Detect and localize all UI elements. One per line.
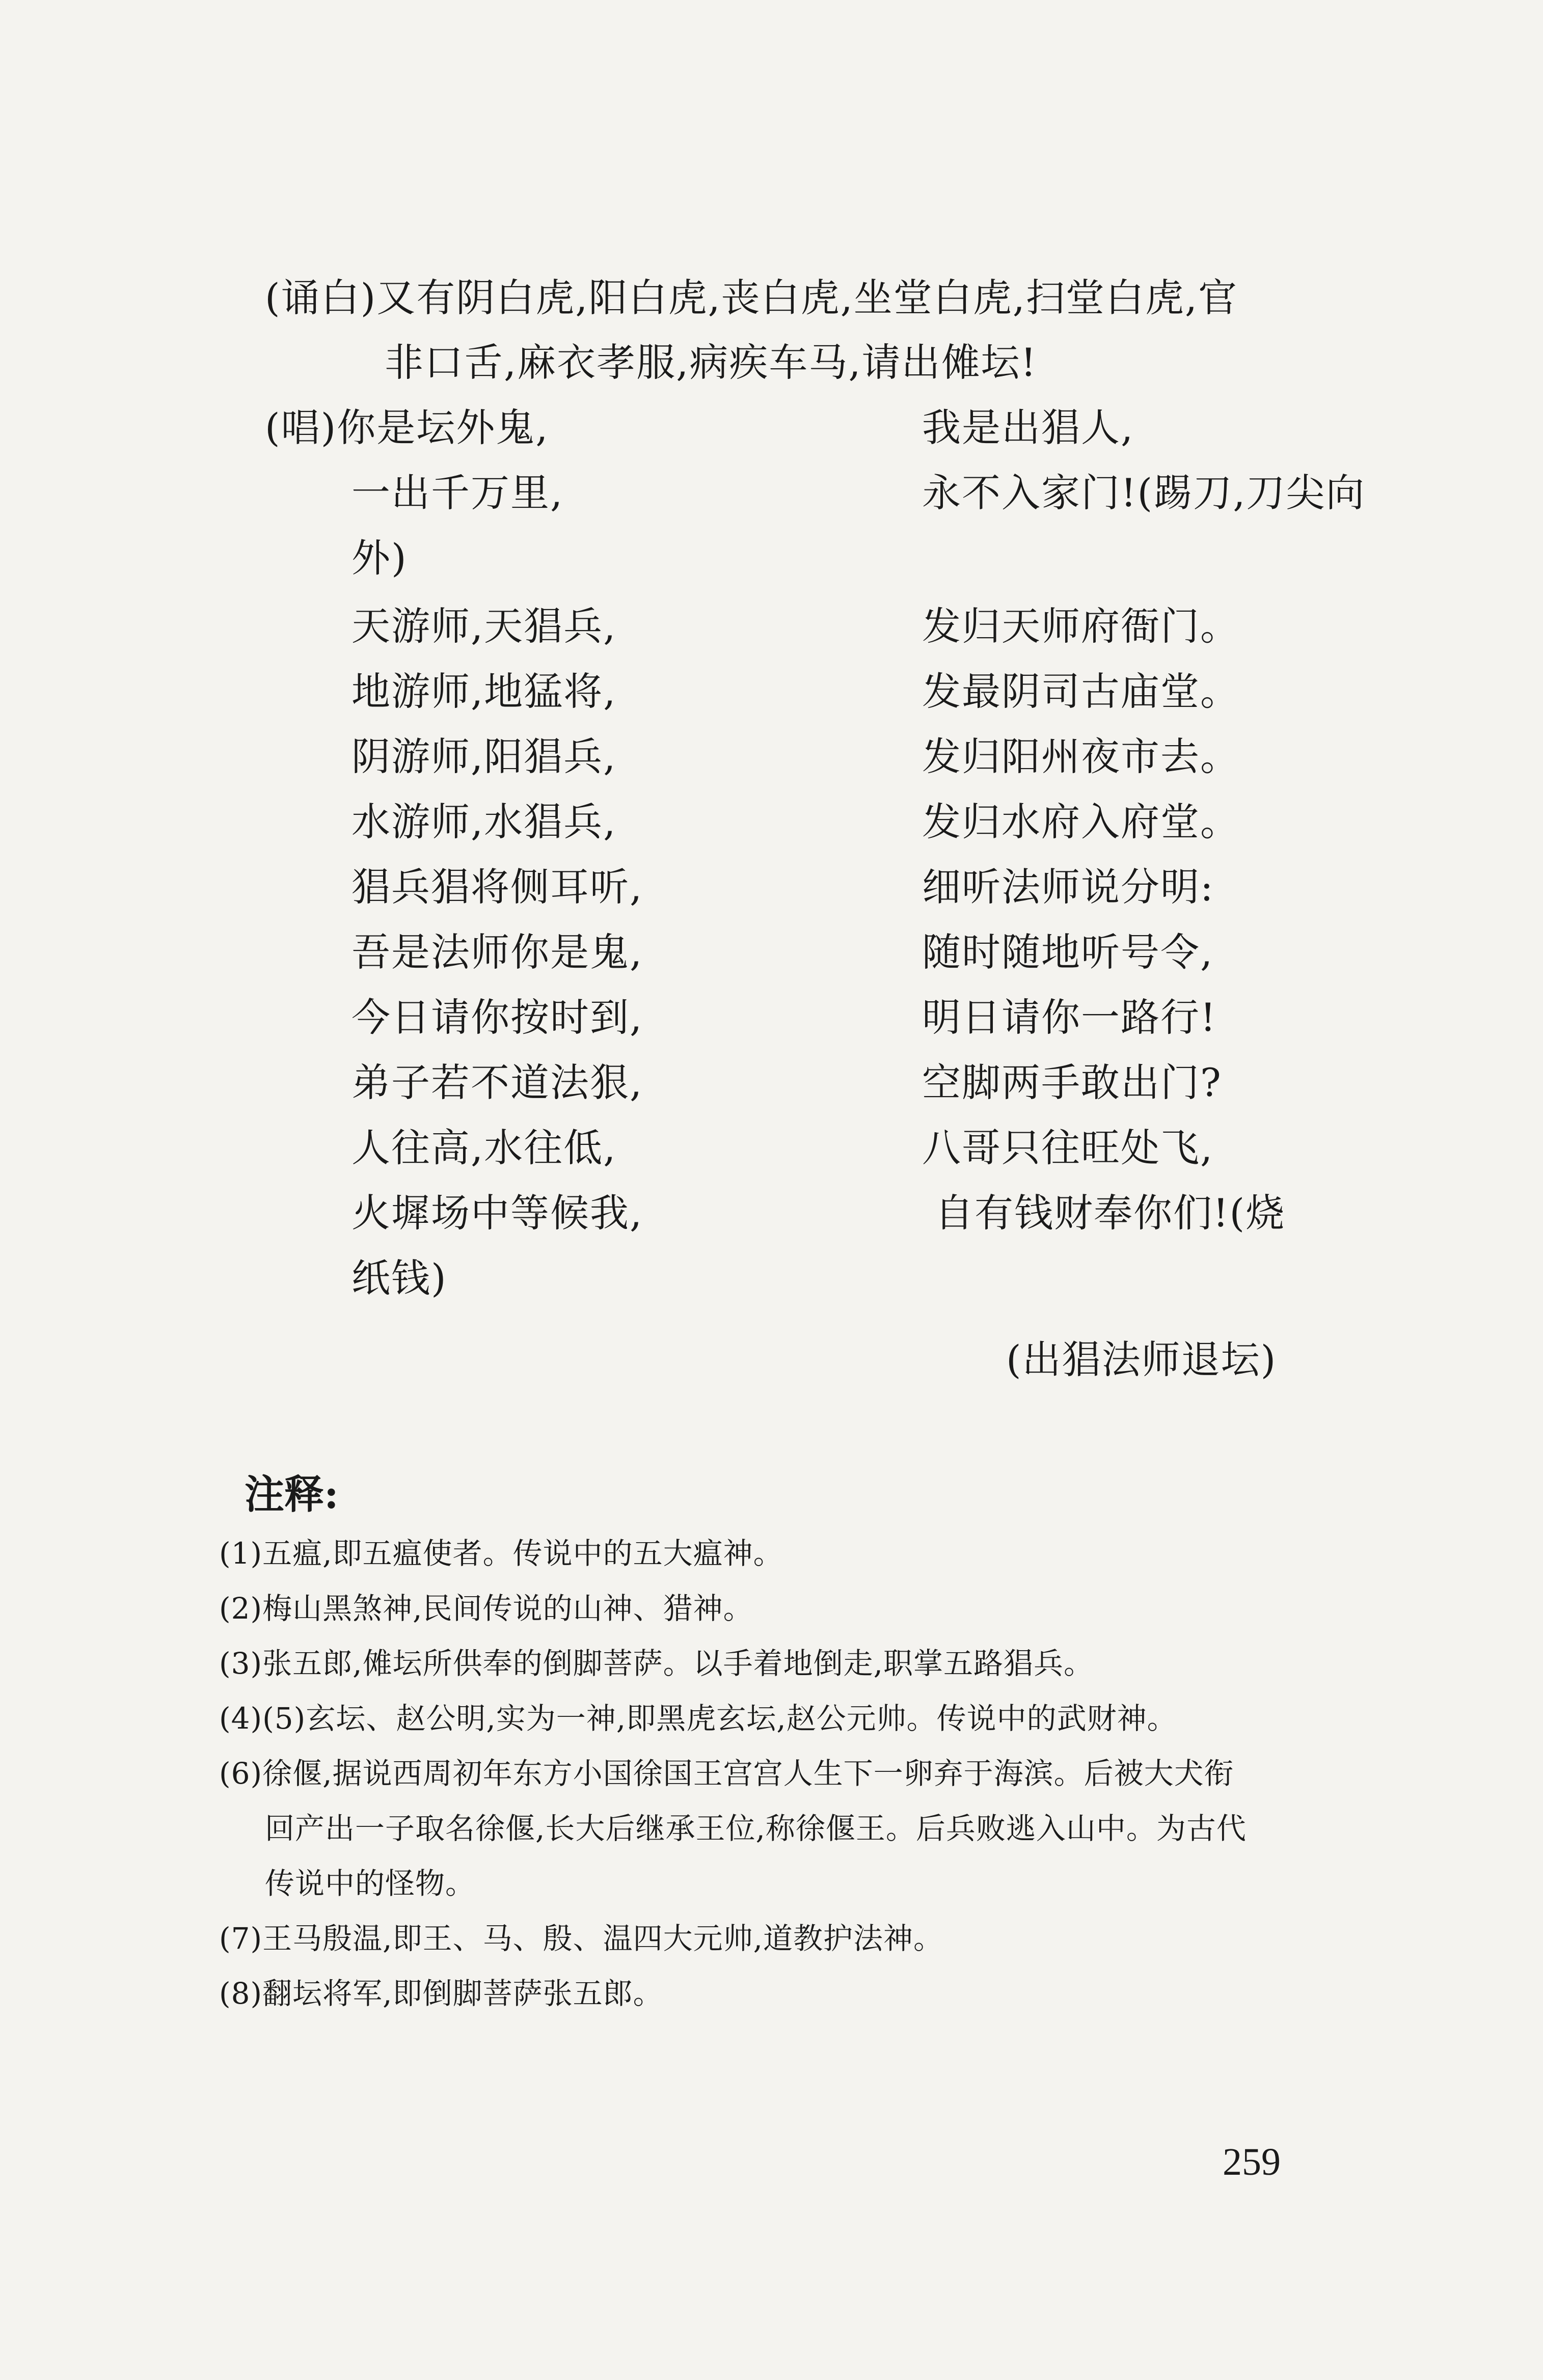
verse-right: 空脚两手敢出门? xyxy=(922,1060,1222,1105)
note-item: (4)(5)玄坛、赵公明,实为一神,即黑虎玄坛,赵公元帅。传说中的武财神。 xyxy=(219,1701,1177,1736)
note-item-cont: 传说中的怪物。 xyxy=(265,1866,476,1901)
verse-right: 自有钱财奉你们!(烧 xyxy=(935,1190,1286,1236)
note-item: (3)张五郎,傩坛所供奉的倒脚菩萨。以手着地倒走,职掌五路猖兵。 xyxy=(219,1646,1094,1681)
stage-direction-exit: (出猖法师退坛) xyxy=(1006,1337,1277,1382)
recite-line-1: (诵白)又有阴白虎,阳白虎,丧白虎,坐堂白虎,扫堂白虎,官 xyxy=(265,275,1238,320)
verse-left: 火墀场中等候我, xyxy=(351,1190,643,1236)
verse-left-2: 一出千万里, xyxy=(351,470,564,515)
verse-left: 人往高,水往低, xyxy=(351,1125,617,1170)
verse-left: 猖兵猖将侧耳听, xyxy=(351,864,643,910)
note-item: (6)徐偃,据说西周初年东方小国徐国王宫宫人生下一卵弃于海滨。后被大犬衔 xyxy=(219,1756,1234,1791)
note-item: (7)王马殷温,即王、马、殷、温四大元帅,道教护法神。 xyxy=(219,1921,944,1956)
note-item: (2)梅山黑煞神,民间传说的山神、猎神。 xyxy=(219,1591,753,1626)
verse-left: 今日请你按时到, xyxy=(351,995,643,1040)
verse-left: 天游师,天猖兵, xyxy=(351,604,617,649)
verse-right: 细听法师说分明: xyxy=(922,864,1214,910)
verse-cont-last: 纸钱) xyxy=(351,1255,447,1301)
verse-cont-2: 外) xyxy=(351,535,408,581)
verse-left: 吾是法师你是鬼, xyxy=(351,929,643,975)
verse-left: 弟子若不道法狠, xyxy=(351,1060,643,1105)
sing-right: 我是出猖人, xyxy=(922,405,1134,450)
verse-left: 水游师,水猖兵, xyxy=(351,799,617,844)
sing-left: (唱)你是坛外鬼, xyxy=(265,405,549,450)
note-item-cont: 回产出一子取名徐偃,长大后继承王位,称徐偃王。后兵败逃入山中。为古代 xyxy=(265,1811,1247,1846)
verse-right: 发归天师府衙门。 xyxy=(922,604,1240,649)
verse-right: 八哥只往旺处飞, xyxy=(922,1125,1214,1170)
note-item: (8)翻坛将军,即倒脚菩萨张五郎。 xyxy=(219,1976,663,2011)
verse-right-2: 永不入家门!(踢刀,刀尖向 xyxy=(922,470,1366,515)
note-item: (1)五瘟,即五瘟使者。传说中的五大瘟神。 xyxy=(219,1536,783,1571)
verse-left: 阴游师,阳猖兵, xyxy=(351,734,617,779)
verse-left: 地游师,地猛将, xyxy=(351,669,617,714)
verse-right: 发归阳州夜市去。 xyxy=(922,734,1240,779)
notes-heading: 注释: xyxy=(245,1471,339,1518)
verse-right: 明日请你一路行! xyxy=(922,995,1217,1040)
recite-line-2: 非口舌,麻衣孝服,病疾车马,请出傩坛! xyxy=(385,340,1038,385)
verse-right: 随时随地听号令, xyxy=(922,929,1214,975)
verse-right: 发归水府入府堂。 xyxy=(922,799,1240,844)
page-number: 259 xyxy=(1223,2141,1281,2183)
verse-right: 发最阴司古庙堂。 xyxy=(922,669,1240,714)
